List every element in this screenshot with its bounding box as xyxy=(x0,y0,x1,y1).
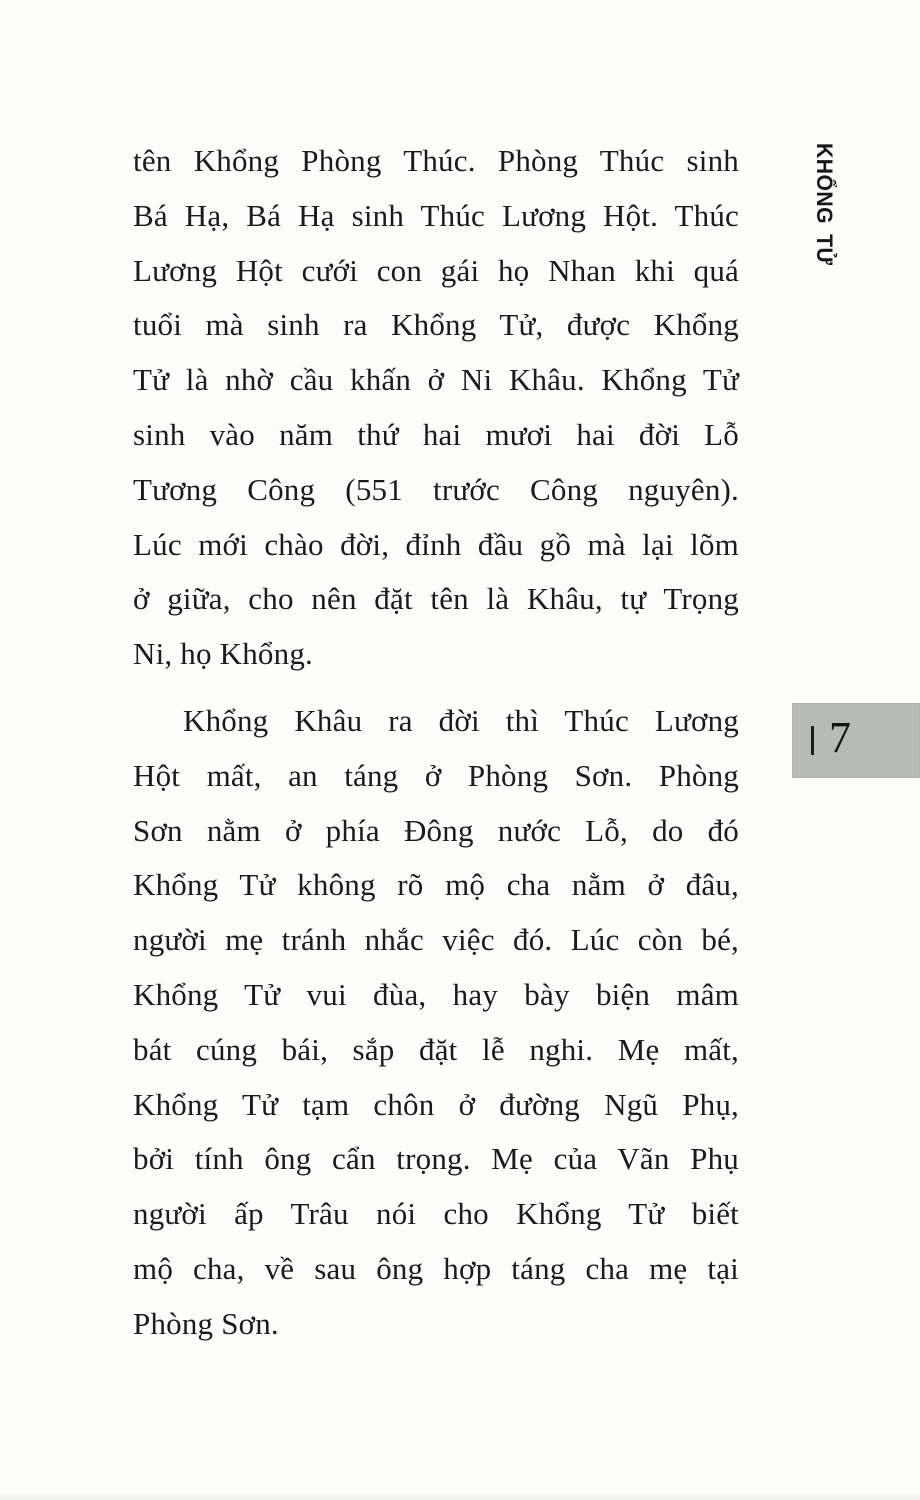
text-line: Tử là nhờ cầu khấn ở Ni Khâu. Khổng Tử xyxy=(133,362,739,398)
text-line: Khổng Tử vui đùa, hay bày biện mâm xyxy=(133,976,739,1012)
text-line: tuổi mà sinh ra Khổng Tử, được Khổng xyxy=(133,307,739,343)
text-line: người mẹ tránh nhắc việc đó. Lúc còn bé, xyxy=(133,922,739,958)
text-line: Khổng Tử tạm chôn ở đường Ngũ Phụ, xyxy=(133,1086,739,1122)
text-line: người ấp Trâu nói cho Khổng Tử biết xyxy=(133,1196,739,1232)
body-text xyxy=(133,134,739,1352)
text-line: Phòng Sơn. xyxy=(133,1305,279,1341)
text-line: Lương Hột cưới con gái họ Nhan khi quá xyxy=(133,252,739,288)
text-line: mộ cha, về sau ông hợp táng cha mẹ tại xyxy=(133,1250,739,1286)
text-line: Bá Hạ, Bá Hạ sinh Thúc Lương Hột. Thúc xyxy=(133,197,739,233)
page-number: 7 xyxy=(829,712,851,762)
text-line: Sơn nằm ở phía Đông nước Lỗ, do đó xyxy=(133,812,739,848)
page-number-separator xyxy=(811,726,814,755)
text-line: ở giữa, cho nên đặt tên là Khâu, tự Trọng xyxy=(133,581,739,617)
scan-noise-artifact xyxy=(0,1492,920,1500)
text-line: bát cúng bái, sắp đặt lễ nghi. Mẹ mất, xyxy=(133,1031,739,1067)
text-line: Tương Công (551 trước Công nguyên). xyxy=(133,471,739,507)
text-line: Hột mất, an táng ở Phòng Sơn. Phòng xyxy=(133,757,739,793)
text-line: tên Khổng Phòng Thúc. Phòng Thúc sinh xyxy=(133,143,739,178)
text-line: Ni, họ Khổng. xyxy=(133,636,313,672)
page-number-badge xyxy=(792,703,920,778)
running-header: KHỔNG TỬ xyxy=(812,143,838,266)
text-line: Khổng Tử không rõ mộ cha nằm ở đâu, xyxy=(133,867,739,903)
text-line: Khổng Khâu ra đời thì Thúc Lương xyxy=(183,702,739,738)
text-line: sinh vào năm thứ hai mươi hai đời Lỗ xyxy=(133,416,739,452)
paragraph-2 xyxy=(133,694,739,1352)
paragraph-1 xyxy=(133,134,739,682)
text-line: bởi tính ông cẩn trọng. Mẹ của Vãn Phụ xyxy=(133,1141,739,1177)
text-line: Lúc mới chào đời, đỉnh đầu gồ mà lại lõm xyxy=(133,526,739,562)
